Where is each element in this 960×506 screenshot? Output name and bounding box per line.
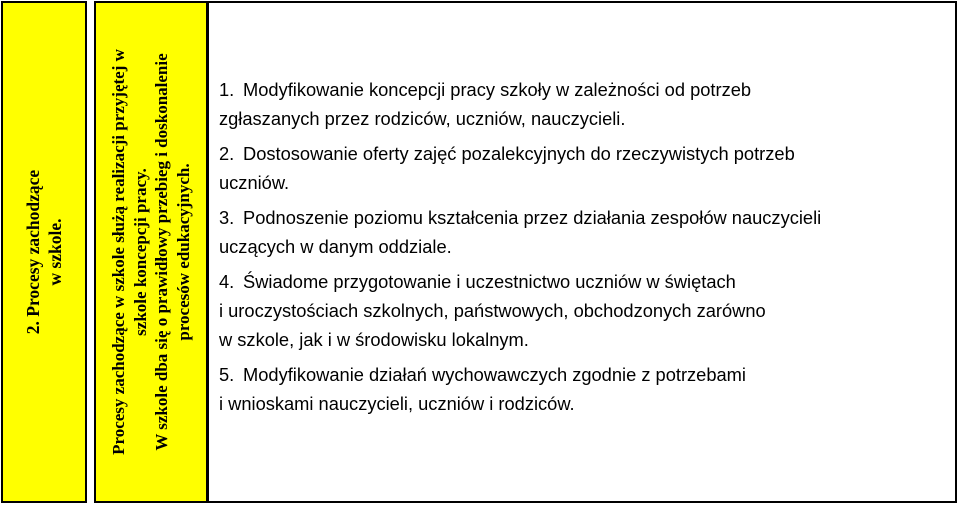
item-line: i uroczystościach szkolnych, państwowych, obchodzonych zarówno	[219, 300, 766, 321]
requirements-line: procesów edukacyjnych.	[173, 163, 193, 341]
item-number: 5.	[219, 364, 235, 385]
actions-cell	[207, 1, 957, 503]
item-line: Podnoszenie poziomu kształcenia przez działania zespołów nauczycieli	[243, 207, 822, 228]
process-title-cell	[1, 1, 87, 503]
requirements-cell	[94, 1, 208, 503]
item-number: 4.	[219, 271, 235, 292]
item-line: uczących w danym oddziale.	[219, 236, 452, 257]
item-line: Dostosowanie oferty zajęć pozalekcyjnych do rzeczywistych potrzeb	[243, 143, 795, 164]
process-title-line: 2. Procesy zachodzące	[23, 169, 43, 335]
requirements-line: szkole koncepcji pracy.	[130, 168, 150, 336]
item-number: 1.	[219, 79, 235, 100]
item-line: Modyfikowanie działań wychowawczych zgodnie z potrzebami	[243, 364, 746, 385]
list-item	[219, 267, 949, 354]
item-line: uczniów.	[219, 172, 290, 193]
list-item	[219, 75, 949, 133]
process-title-line: w szkole.	[45, 218, 65, 286]
item-line: zgłaszanych przez rodziców, uczniów, nauczycieli.	[219, 108, 626, 129]
actions-list	[219, 75, 949, 424]
requirements-text	[108, 49, 194, 455]
list-item	[219, 360, 949, 418]
list-item	[219, 139, 949, 197]
requirements-line: Procesy zachodzące w szkole służą realizacji przyjętej w	[109, 49, 128, 455]
list-item	[219, 203, 949, 261]
item-line: w szkole, jak i w środowisku lokalnym.	[219, 329, 529, 350]
item-number: 3.	[219, 207, 235, 228]
item-line: Modyfikowanie koncepcji pracy szkoły w zależności od potrzeb	[243, 79, 752, 100]
item-number: 2.	[219, 143, 235, 164]
item-line: Świadome przygotowanie i uczestnictwo uczniów w świętach	[243, 271, 736, 292]
requirements-line: W szkole dba się o prawidłowy przebieg i doskonalenie	[152, 53, 171, 451]
process-title	[22, 170, 66, 334]
item-line: i wnioskami nauczycieli, uczniów i rodziców.	[219, 393, 575, 414]
